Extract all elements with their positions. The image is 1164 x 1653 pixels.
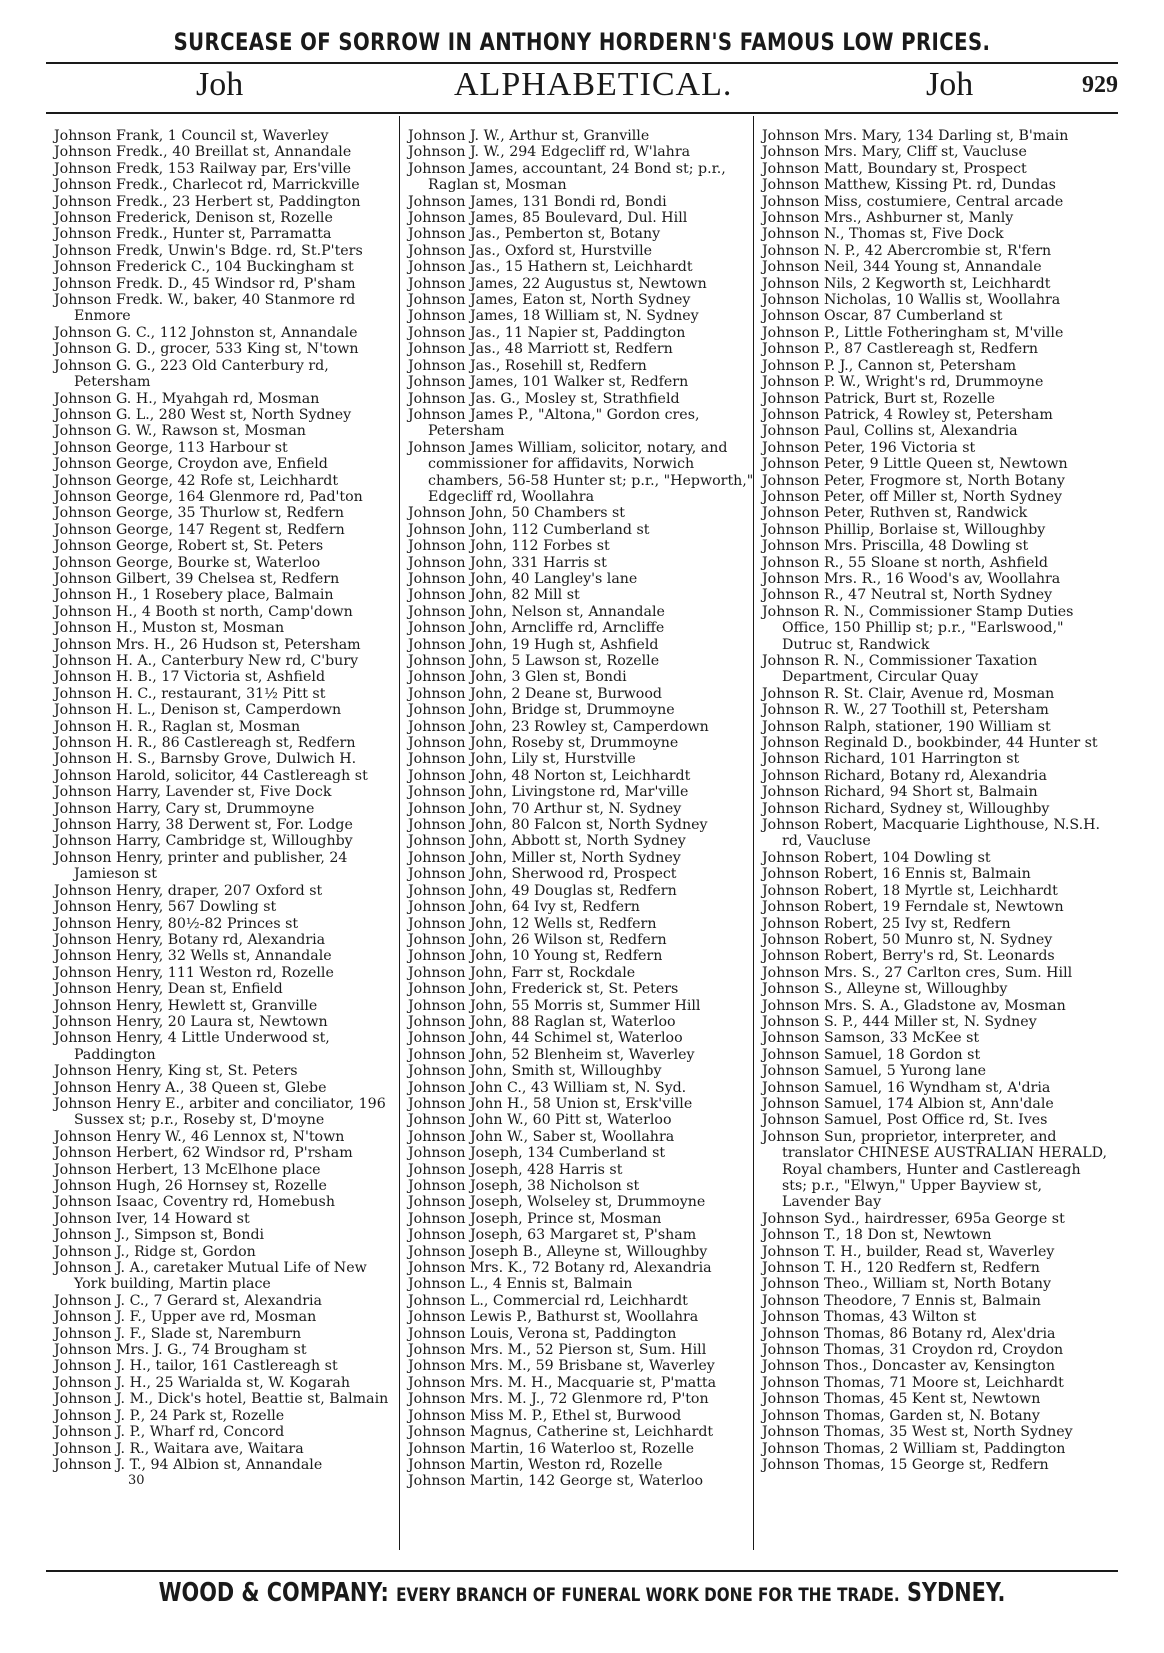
directory-entry: Johnson Henry, 32 Wells st, Annandale	[54, 948, 332, 965]
directory-entry: Johnson Thomas, 71 Moore st, Leichhardt	[762, 1374, 1064, 1391]
directory-entry: Johnson J. P., 24 Park st, Rozelle	[54, 1407, 285, 1424]
bottom-advert-banner	[116, 1578, 1047, 1608]
header-left-guide: Joh	[196, 66, 244, 103]
directory-entry: Johnson Fredk, 153 Railway par, Ers'ville	[54, 160, 352, 177]
directory-entry: Johnson Thomas, 31 Croydon rd, Croydon	[762, 1342, 1064, 1359]
directory-entry: Johnson Henry E., arbiter and conciliator, 196 Sussex st; p.r., Roseby st, D'moyne	[54, 1095, 386, 1129]
directory-entry: Johnson John, Frederick st, St. Peters	[408, 981, 679, 998]
directory-entry: Johnson John, Lily st, Hurstville	[408, 751, 636, 768]
directory-entry: Johnson P., 87 Castlereagh st, Redfern	[762, 341, 1039, 358]
directory-entry: Johnson John, 112 Forbes st	[408, 538, 610, 555]
directory-entry: Johnson J. R., Waitara ave, Waitara	[54, 1440, 304, 1457]
directory-entry: Johnson Fredk, Unwin's Bdge. rd, St.P'ters	[54, 242, 363, 259]
directory-entry: Johnson George, 147 Regent st, Redfern	[54, 521, 345, 538]
directory-entry: Johnson Neil, 344 Young st, Annandale	[762, 259, 1042, 276]
directory-entry: Johnson Henry A., 38 Queen st, Glebe	[54, 1079, 327, 1096]
directory-entry: Johnson H., 4 Booth st north, Camp'down	[54, 603, 353, 620]
directory-entry: Johnson John, 5 Lawson st, Rozelle	[408, 653, 660, 669]
directory-column-3	[762, 128, 1108, 1473]
directory-entry: Johnson H. R., Raglan st, Mosman	[54, 718, 301, 735]
directory-entry: Johnson John, 23 Rowley st, Camperdown	[408, 718, 709, 735]
directory-entry: Johnson Patrick, 4 Rowley st, Petersham	[762, 406, 1053, 423]
directory-entry: Johnson John, 26 Wilson st, Redfern	[408, 931, 667, 948]
directory-entry: Johnson Robert, 18 Myrtle st, Leichhardt	[762, 882, 1058, 899]
directory-entry: Johnson Henry, Hewlett st, Granville	[54, 997, 318, 1014]
directory-entry: Johnson John, Nelson st, Annandale	[408, 603, 665, 620]
top-rule	[46, 62, 1118, 64]
directory-entry: Johnson George, 113 Harbour st	[54, 439, 288, 456]
directory-entry: Johnson Henry, draper, 207 Oxford st	[54, 882, 323, 899]
page-number: 929	[1082, 72, 1118, 98]
directory-entry: Johnson Fredk., Hunter st, Parramatta	[54, 226, 332, 243]
directory-entry: Johnson James, 18 William st, N. Sydney	[408, 308, 699, 325]
directory-entry: Johnson Theo., William st, North Botany	[762, 1276, 1052, 1293]
directory-entry: Johnson Richard, 101 Harrington st	[762, 751, 1020, 768]
directory-entry: Johnson James P., "Altona," Gordon cres, Petersham	[408, 406, 700, 440]
directory-entry: Johnson P., Little Fotheringham st, M'ville	[762, 324, 1064, 341]
directory-entry: Johnson H. A., Canterbury New rd, C'bury	[54, 653, 359, 669]
directory-entry: Johnson Jas., 11 Napier st, Paddington	[408, 324, 686, 341]
directory-entry: Johnson John, Livingstone rd, Mar'ville	[408, 784, 689, 801]
directory-entry: Johnson John H., 58 Union st, Ersk'ville	[408, 1095, 693, 1112]
directory-entry: Johnson Samuel, 18 Gordon st	[762, 1046, 981, 1063]
directory-entry: Johnson Mrs. Mary, Cliff st, Vaucluse	[762, 144, 1027, 161]
directory-entry: Johnson J., Ridge st, Gordon	[54, 1243, 256, 1260]
directory-entry: Johnson Harry, Lavender st, Five Dock	[54, 784, 332, 801]
directory-entry: Johnson Nicholas, 10 Wallis st, Woollahra	[762, 292, 1061, 309]
directory-entry: Johnson J. H., tailor, 161 Castlereagh st	[54, 1358, 338, 1375]
directory-entry: Johnson Fredk. D., 45 Windsor rd, P'sham	[54, 275, 356, 292]
directory-entry: Johnson Robert, 19 Ferndale st, Newtown	[762, 899, 1064, 916]
directory-entry: Johnson James, 22 Augustus st, Newtown	[408, 275, 707, 292]
directory-entry: Johnson Frank, 1 Council st, Waverley	[54, 128, 329, 144]
directory-entry: Johnson S., Alleyne st, Willoughby	[762, 981, 1008, 998]
directory-entry: Johnson John W., Saber st, Woollahra	[408, 1128, 675, 1145]
footer-tagline: EVERY BRANCH OF FUNERAL WORK DONE FOR THE TRADE.	[396, 1584, 900, 1606]
directory-entry: Johnson Iver, 14 Howard st	[54, 1210, 250, 1227]
directory-entry: Johnson John, Roseby st, Drummoyne	[408, 735, 679, 752]
directory-entry: Johnson Thomas, 15 George st, Redfern	[762, 1456, 1049, 1473]
directory-entry: Johnson Frederick C., 104 Buckingham st	[54, 259, 354, 276]
directory-entry: Johnson J. P., Wharf rd, Concord	[54, 1424, 285, 1441]
directory-entry: Johnson Jas. G., Mosley st, Strathfield	[408, 390, 680, 407]
directory-entry: Johnson Samuel, 16 Wyndham st, A'dria	[762, 1079, 1051, 1096]
directory-entry: Johnson Joseph, 63 Margaret st, P'sham	[408, 1227, 697, 1244]
directory-entry: Johnson John, Farr st, Rockdale	[408, 964, 636, 981]
directory-entry: Johnson Henry, 4 Little Underwood st, Paddington	[54, 1030, 330, 1063]
directory-entry: Johnson Patrick, Burt st, Rozelle	[762, 390, 996, 407]
directory-entry: Johnson Martin, 16 Waterloo st, Rozelle	[408, 1440, 695, 1457]
directory-entry: Johnson Jas., Pemberton st, Botany	[408, 226, 661, 243]
directory-entry: Johnson John, 88 Raglan st, Waterloo	[408, 1013, 676, 1030]
directory-entry: Johnson Henry, printer and publisher, 24 Jamieson st	[54, 849, 348, 883]
directory-entry: Johnson Mrs. H., 26 Hudson st, Petersham	[54, 636, 361, 653]
directory-entry: Johnson T. H., builder, Read st, Waverley	[762, 1243, 1055, 1260]
directory-entry: Johnson Mrs., Ashburner st, Manly	[762, 210, 1014, 227]
directory-entry: Johnson H., Muston st, Mosman	[54, 620, 285, 637]
header-rule	[46, 112, 1118, 114]
directory-entry: Johnson J. W., Arthur st, Granville	[408, 128, 650, 144]
directory-entry: Johnson Mrs. Priscilla, 48 Dowling st	[762, 538, 1029, 555]
directory-entry: Johnson Matt, Boundary st, Prospect	[762, 160, 1027, 177]
directory-entry: Johnson George, 35 Thurlow st, Redfern	[54, 505, 345, 522]
directory-entry: Johnson Joseph, 428 Harris st	[408, 1161, 623, 1178]
directory-entry: Johnson P. W., Wright's rd, Drummoyne	[762, 374, 1044, 391]
directory-entry: Johnson Thos., Doncaster av, Kensington	[762, 1358, 1056, 1375]
directory-entry: Johnson John, 40 Langley's lane	[408, 570, 638, 587]
directory-entry: Johnson John W., 60 Pitt st, Waterloo	[408, 1112, 672, 1129]
directory-entry: Johnson John, 64 Ivy st, Redfern	[408, 899, 640, 916]
directory-entry: Johnson N. P., 42 Abercrombie st, R'fern	[762, 242, 1052, 259]
directory-entry: Johnson Peter, Ruthven st, Randwick	[762, 505, 1028, 522]
directory-entry: Johnson John, 3 Glen st, Bondi	[408, 669, 627, 686]
directory-entry: Johnson George, Bourke st, Waterloo	[54, 554, 321, 571]
directory-entry: Johnson Thomas, 86 Botany rd, Alex'dria	[762, 1325, 1056, 1342]
directory-entry: Johnson John, 70 Arthur st, N. Sydney	[408, 800, 682, 817]
directory-entry: Johnson Ralph, stationer, 190 William st	[762, 718, 1051, 735]
directory-entry: Johnson H. L., Denison st, Camperdown	[54, 702, 342, 719]
directory-entry: Johnson Mrs. M. J., 72 Glenmore rd, P'ton	[408, 1391, 709, 1408]
directory-entry: Johnson John, 52 Blenheim st, Waverley	[408, 1046, 695, 1063]
directory-entry: Johnson Jas., Oxford st, Hurstville	[408, 242, 653, 259]
directory-entry: Johnson Thomas, 2 William st, Paddington	[762, 1440, 1066, 1457]
directory-entry: Johnson Henry, Dean st, Enfield	[54, 981, 283, 998]
directory-entry: Johnson Lewis P., Bathurst st, Woollahra	[408, 1309, 699, 1326]
directory-entry: Johnson John, 49 Douglas st, Redfern	[408, 882, 677, 899]
directory-column-2	[408, 128, 754, 1490]
directory-entry: Johnson G. D., grocer, 533 King st, N'town	[54, 341, 359, 358]
directory-entry: Johnson R., 55 Sloane st north, Ashfield	[762, 554, 1049, 571]
directory-entry: Johnson John C., 43 William st, N. Syd.	[408, 1079, 687, 1096]
directory-entry: Johnson Hugh, 26 Hornsey st, Rozelle	[54, 1178, 327, 1194]
directory-entry: Johnson Mrs. K., 72 Botany rd, Alexandria	[408, 1260, 712, 1277]
directory-entry: Johnson J. F., Upper ave rd, Mosman	[54, 1309, 317, 1326]
directory-entry: Johnson Mrs. S. A., Gladstone av, Mosman	[762, 997, 1066, 1014]
directory-entry: Johnson James William, solicitor, notary, and commissioner for affidavits, Norwich chambers, 56-58 Hunter st; p.r., "Hepworth," Edgecliff rd, Woollahra	[408, 439, 754, 505]
directory-entry: Johnson G. H., Myahgah rd, Mosman	[54, 390, 320, 407]
directory-entry: Johnson G. C., 112 Johnston st, Annandale	[54, 324, 358, 341]
bottom-rule	[46, 1570, 1118, 1572]
directory-entry: Johnson John, 2 Deane st, Burwood	[408, 685, 662, 702]
directory-entry: Johnson Miss M. P., Ethel st, Burwood	[408, 1407, 682, 1424]
directory-entry: Johnson Richard, Botany rd, Alexandria	[762, 767, 1047, 784]
directory-entry: Johnson Paul, Collins st, Alexandria	[762, 423, 1018, 440]
directory-entry: Johnson T. H., 120 Redfern st, Redfern	[762, 1260, 1040, 1277]
directory-columns	[46, 128, 1118, 1548]
directory-entry: Johnson Mrs. M., 52 Pierson st, Sum. Hill	[408, 1342, 707, 1359]
directory-entry: Johnson John, 82 Mill st	[408, 587, 580, 604]
directory-entry: Johnson Mrs. Mary, 134 Darling st, B'main	[762, 128, 1069, 144]
directory-entry: Johnson John, 19 Hugh st, Ashfield	[408, 636, 659, 653]
directory-entry: Johnson H. C., restaurant, 31½ Pitt st	[54, 685, 326, 702]
directory-entry: Johnson G. W., Rawson st, Mosman	[54, 423, 306, 440]
directory-entry: Johnson Harry, 38 Derwent st, For. Lodge	[54, 817, 353, 834]
directory-entry: Johnson Martin, 142 George st, Waterloo	[408, 1473, 704, 1490]
directory-entry: Johnson Thomas, 35 West st, North Sydney	[762, 1424, 1073, 1441]
directory-entry: Johnson Oscar, 87 Cumberland st	[762, 308, 1003, 325]
directory-entry: Johnson John, 44 Schimel st, Waterloo	[408, 1030, 683, 1047]
directory-entry: Johnson Robert, Berry's rd, St. Leonards	[762, 948, 1055, 965]
directory-entry: Johnson G. G., 223 Old Canterbury rd, Petersham	[54, 357, 329, 391]
footer-city: SYDNEY.	[906, 1578, 1006, 1608]
directory-entry: Johnson John, Smith st, Willoughby	[408, 1063, 662, 1080]
directory-entry: Johnson Peter, Frogmore st, North Botany	[762, 472, 1065, 489]
directory-entry: Johnson George, Robert st, St. Peters	[54, 538, 324, 555]
directory-entry: Johnson Harold, solicitor, 44 Castlereagh st	[54, 767, 368, 784]
directory-entry: Johnson J. W., 294 Edgecliff rd, W'lahra	[408, 144, 691, 161]
directory-entry: Johnson John, 48 Norton st, Leichhardt	[408, 767, 691, 784]
directory-entry: Johnson John, Miller st, North Sydney	[408, 849, 681, 866]
directory-entry: Johnson Richard, Sydney st, Willoughby	[762, 800, 1050, 817]
directory-entry: Johnson Peter, 196 Victoria st	[762, 439, 976, 456]
directory-entry: Johnson Richard, 94 Short st, Balmain	[762, 784, 1038, 801]
directory-entry: Johnson Mrs. S., 27 Carlton cres, Sum. Hill	[762, 964, 1073, 981]
directory-entry: Johnson George, Croydon ave, Enfield	[54, 456, 328, 473]
directory-entry: Johnson George, 164 Glenmore rd, Pad'ton	[54, 488, 363, 505]
directory-entry: Johnson Mrs. R., 16 Wood's av, Woollahra	[762, 570, 1061, 587]
directory-entry: Johnson P. J., Cannon st, Petersham	[762, 357, 1017, 374]
directory-entry: Johnson J. A., caretaker Mutual Life of New York building, Martin place	[54, 1260, 367, 1293]
directory-entry: Johnson J. F., Slade st, Naremburn	[54, 1325, 302, 1342]
directory-entry: Johnson Fredk., 40 Breillat st, Annandale	[54, 144, 352, 161]
directory-entry: Johnson Herbert, 62 Windsor rd, P'rsham	[54, 1145, 353, 1162]
directory-entry: Johnson Robert, 16 Ennis st, Balmain	[762, 866, 1031, 883]
directory-entry: Johnson John, 112 Cumberland st	[408, 521, 650, 538]
directory-entry: Johnson James, 101 Walker st, Redfern	[408, 374, 689, 391]
running-header	[46, 66, 1118, 110]
directory-entry: Johnson H. R., 86 Castlereagh st, Redfern	[54, 735, 356, 752]
directory-entry: Johnson Henry W., 46 Lennox st, N'town	[54, 1128, 345, 1145]
directory-entry: Johnson George, 42 Rofe st, Leichhardt	[54, 472, 339, 489]
directory-entry: Johnson John, Abbott st, North Sydney	[408, 833, 686, 850]
directory-entry: Johnson S. P., 444 Miller st, N. Sydney	[762, 1013, 1037, 1030]
directory-entry: Johnson John, 50 Chambers st	[408, 505, 625, 522]
directory-entry: Johnson H. S., Barnsby Grove, Dulwich H.	[54, 751, 357, 768]
header-title: ALPHABETICAL.	[454, 66, 733, 103]
directory-entry: Johnson John, Sherwood rd, Prospect	[408, 866, 677, 883]
directory-entry: Johnson Fredk., 23 Herbert st, Paddington	[54, 193, 361, 210]
directory-entry: Johnson Joseph, 134 Cumberland st	[408, 1145, 666, 1162]
directory-entry: Johnson Frederick, Denison st, Rozelle	[54, 210, 333, 227]
directory-entry: Johnson John, Bridge st, Drummoyne	[408, 702, 675, 719]
directory-entry: Johnson R. N., Commissioner Stamp Duties Office, 150 Phillip st; p.r., "Earlswood," Dutruc st, Randwick	[762, 603, 1074, 653]
directory-entry: Johnson R. St. Clair, Avenue rd, Mosman	[762, 685, 1055, 702]
directory-entry: Johnson Gilbert, 39 Chelsea st, Redfern	[54, 570, 340, 587]
directory-entry: Johnson Joseph, Wolseley st, Drummoyne	[408, 1194, 706, 1211]
directory-entry: Johnson Samson, 33 McKee st	[762, 1030, 980, 1047]
directory-entry: Johnson Mrs. J. G., 74 Brougham st	[54, 1342, 307, 1359]
directory-entry: Johnson J. M., Dick's hotel, Beattie st, Balmain	[54, 1391, 389, 1408]
directory-entry: Johnson Sun, proprietor, interpreter, and translator CHINESE AUSTRALIAN HERALD, Royal chambers, Hunter and Castlereagh sts; p.r., "Elwyn," Upper Bayview st, Lavender Bay	[762, 1128, 1108, 1211]
directory-entry: Johnson Henry, Botany rd, Alexandria	[54, 931, 326, 948]
directory-entry: Johnson Jas., Rosehill st, Redfern	[408, 357, 647, 374]
directory-entry: Johnson Fredk. W., baker, 40 Stanmore rd Enmore	[54, 292, 356, 325]
directory-entry: Johnson Robert, 50 Munro st, N. Sydney	[762, 931, 1053, 948]
directory-entry: Johnson James, 85 Boulevard, Dul. Hill	[408, 210, 688, 227]
directory-entry: Johnson Peter, 9 Little Queen st, Newtown	[762, 456, 1068, 473]
directory-entry: Johnson Thomas, 43 Wilton st	[762, 1309, 977, 1326]
directory-entry: Johnson Nils, 2 Kegworth st, Leichhardt	[762, 275, 1051, 292]
directory-entry: Johnson H., 1 Rosebery place, Balmain	[54, 587, 334, 604]
footer-company: WOOD & COMPANY:	[158, 1578, 389, 1608]
directory-entry: Johnson G. L., 280 West st, North Sydney	[54, 406, 352, 423]
directory-entry: Johnson Reginald D., bookbinder, 44 Hunter st	[762, 735, 1098, 752]
directory-entry: Johnson R. W., 27 Toothill st, Petersham	[762, 702, 1049, 719]
header-right-guide: Joh	[926, 66, 974, 103]
directory-entry: Johnson L., Commercial rd, Leichhardt	[408, 1292, 688, 1309]
directory-entry: Johnson Robert, 25 Ivy st, Redfern	[762, 915, 1011, 932]
directory-entry: Johnson Samuel, 5 Yurong lane	[762, 1063, 987, 1080]
directory-entry: Johnson James, Eaton st, North Sydney	[408, 292, 691, 309]
directory-entry: Johnson Peter, off Miller st, North Sydney	[762, 488, 1063, 505]
directory-entry: Johnson Fredk., Charlecot rd, Marrickville	[54, 177, 360, 194]
directory-entry: Johnson Harry, Cary st, Drummoyne	[54, 800, 315, 817]
top-advert-banner: SURCEASE OF SORROW IN ANTHONY HORDERN'S FAMOUS LOW PRICES.	[173, 28, 991, 56]
directory-entry: Johnson Syd., hairdresser, 695a George st	[762, 1210, 1065, 1227]
directory-entry: Johnson Mrs. M. H., Macquarie st, P'matta	[408, 1374, 717, 1391]
directory-entry: Johnson L., 4 Ennis st, Balmain	[408, 1276, 633, 1293]
directory-entry: Johnson John, 10 Young st, Redfern	[408, 948, 663, 965]
directory-entry: Johnson Magnus, Catherine st, Leichhardt	[408, 1424, 714, 1441]
directory-entry: Johnson H. B., 17 Victoria st, Ashfield	[54, 669, 326, 686]
directory-entry: Johnson Martin, Weston rd, Rozelle	[408, 1456, 663, 1473]
directory-entry: Johnson Robert, 104 Dowling st	[762, 849, 991, 866]
directory-entry: Johnson John, Arncliffe rd, Arncliffe	[408, 620, 665, 637]
directory-entry: Johnson Theodore, 7 Ennis st, Balmain	[762, 1292, 1041, 1309]
directory-entry: Johnson Joseph B., Alleyne st, Willoughby	[408, 1243, 708, 1260]
directory-entry: Johnson Henry, 80½-82 Princes st	[54, 915, 299, 932]
directory-entry: Johnson Jas., 48 Marriott st, Redfern	[408, 341, 673, 358]
directory-entry: Johnson Samuel, 174 Albion st, Ann'dale	[762, 1095, 1054, 1112]
directory-entry: Johnson Louis, Verona st, Paddington	[408, 1325, 677, 1342]
directory-entry: Johnson Matthew, Kissing Pt. rd, Dundas	[762, 177, 1056, 194]
directory-column-1	[54, 128, 400, 1490]
directory-entry: Johnson Robert, Macquarie Lighthouse, N.S.H. rd, Vaucluse	[762, 817, 1101, 850]
directory-entry: Johnson R., 47 Neutral st, North Sydney	[762, 587, 1053, 604]
directory-entry: Johnson J. H., 25 Warialda st, W. Kogarah	[54, 1374, 351, 1391]
directory-entry: Johnson John, 55 Morris st, Summer Hill	[408, 997, 701, 1014]
directory-entry: Johnson Joseph, Prince st, Mosman	[408, 1210, 662, 1227]
directory-entry: Johnson N., Thomas st, Five Dock	[762, 226, 1004, 243]
directory-entry: Johnson Harry, Cambridge st, Willoughby	[54, 833, 353, 850]
signature-mark: 30	[128, 1473, 145, 1489]
directory-entry: Johnson Isaac, Coventry rd, Homebush	[54, 1194, 335, 1211]
directory-entry: Johnson John, 80 Falcon st, North Sydney	[408, 817, 708, 834]
directory-entry: Johnson Samuel, Post Office rd, St. Ives	[762, 1112, 1048, 1129]
directory-entry: Johnson R. N., Commissioner Taxation Department, Circular Quay	[762, 653, 1038, 686]
directory-entry: Johnson Jas., 15 Hathern st, Leichhardt	[408, 259, 693, 276]
directory-entry: Johnson Henry, King st, St. Peters	[54, 1063, 298, 1080]
directory-entry: Johnson Herbert, 13 McElhone place	[54, 1161, 321, 1178]
directory-entry: Johnson Mrs. M., 59 Brisbane st, Waverley	[408, 1358, 715, 1375]
directory-entry: Johnson Joseph, 38 Nicholson st	[408, 1178, 640, 1194]
directory-entry: Johnson J. T., 94 Albion st, Annandale	[54, 1456, 323, 1473]
directory-entry: Johnson James, accountant, 24 Bond st; p.r., Raglan st, Mosman	[408, 160, 726, 194]
directory-entry: Johnson John, 12 Wells st, Redfern	[408, 915, 657, 932]
directory-entry: Johnson Henry, 567 Dowling st	[54, 899, 277, 916]
directory-entry: Johnson J. C., 7 Gerard st, Alexandria	[54, 1292, 322, 1309]
directory-entry: Johnson Henry, 111 Weston rd, Rozelle	[54, 964, 334, 981]
directory-entry: Johnson Thomas, 45 Kent st, Newtown	[762, 1391, 1041, 1408]
directory-entry: Johnson James, 131 Bondi rd, Bondi	[408, 193, 667, 210]
directory-entry: Johnson Phillip, Borlaise st, Willoughby	[762, 521, 1046, 538]
directory-entry: Johnson J., Simpson st, Bondi	[54, 1227, 265, 1244]
directory-entry: Johnson John, 331 Harris st	[408, 554, 607, 571]
directory-entry: Johnson Henry, 20 Laura st, Newtown	[54, 1013, 328, 1030]
directory-entry: Johnson T., 18 Don st, Newtown	[762, 1227, 992, 1244]
directory-entry: Johnson Miss, costumiere, Central arcade	[762, 193, 1064, 210]
directory-entry: Johnson Thomas, Garden st, N. Botany	[762, 1407, 1040, 1424]
